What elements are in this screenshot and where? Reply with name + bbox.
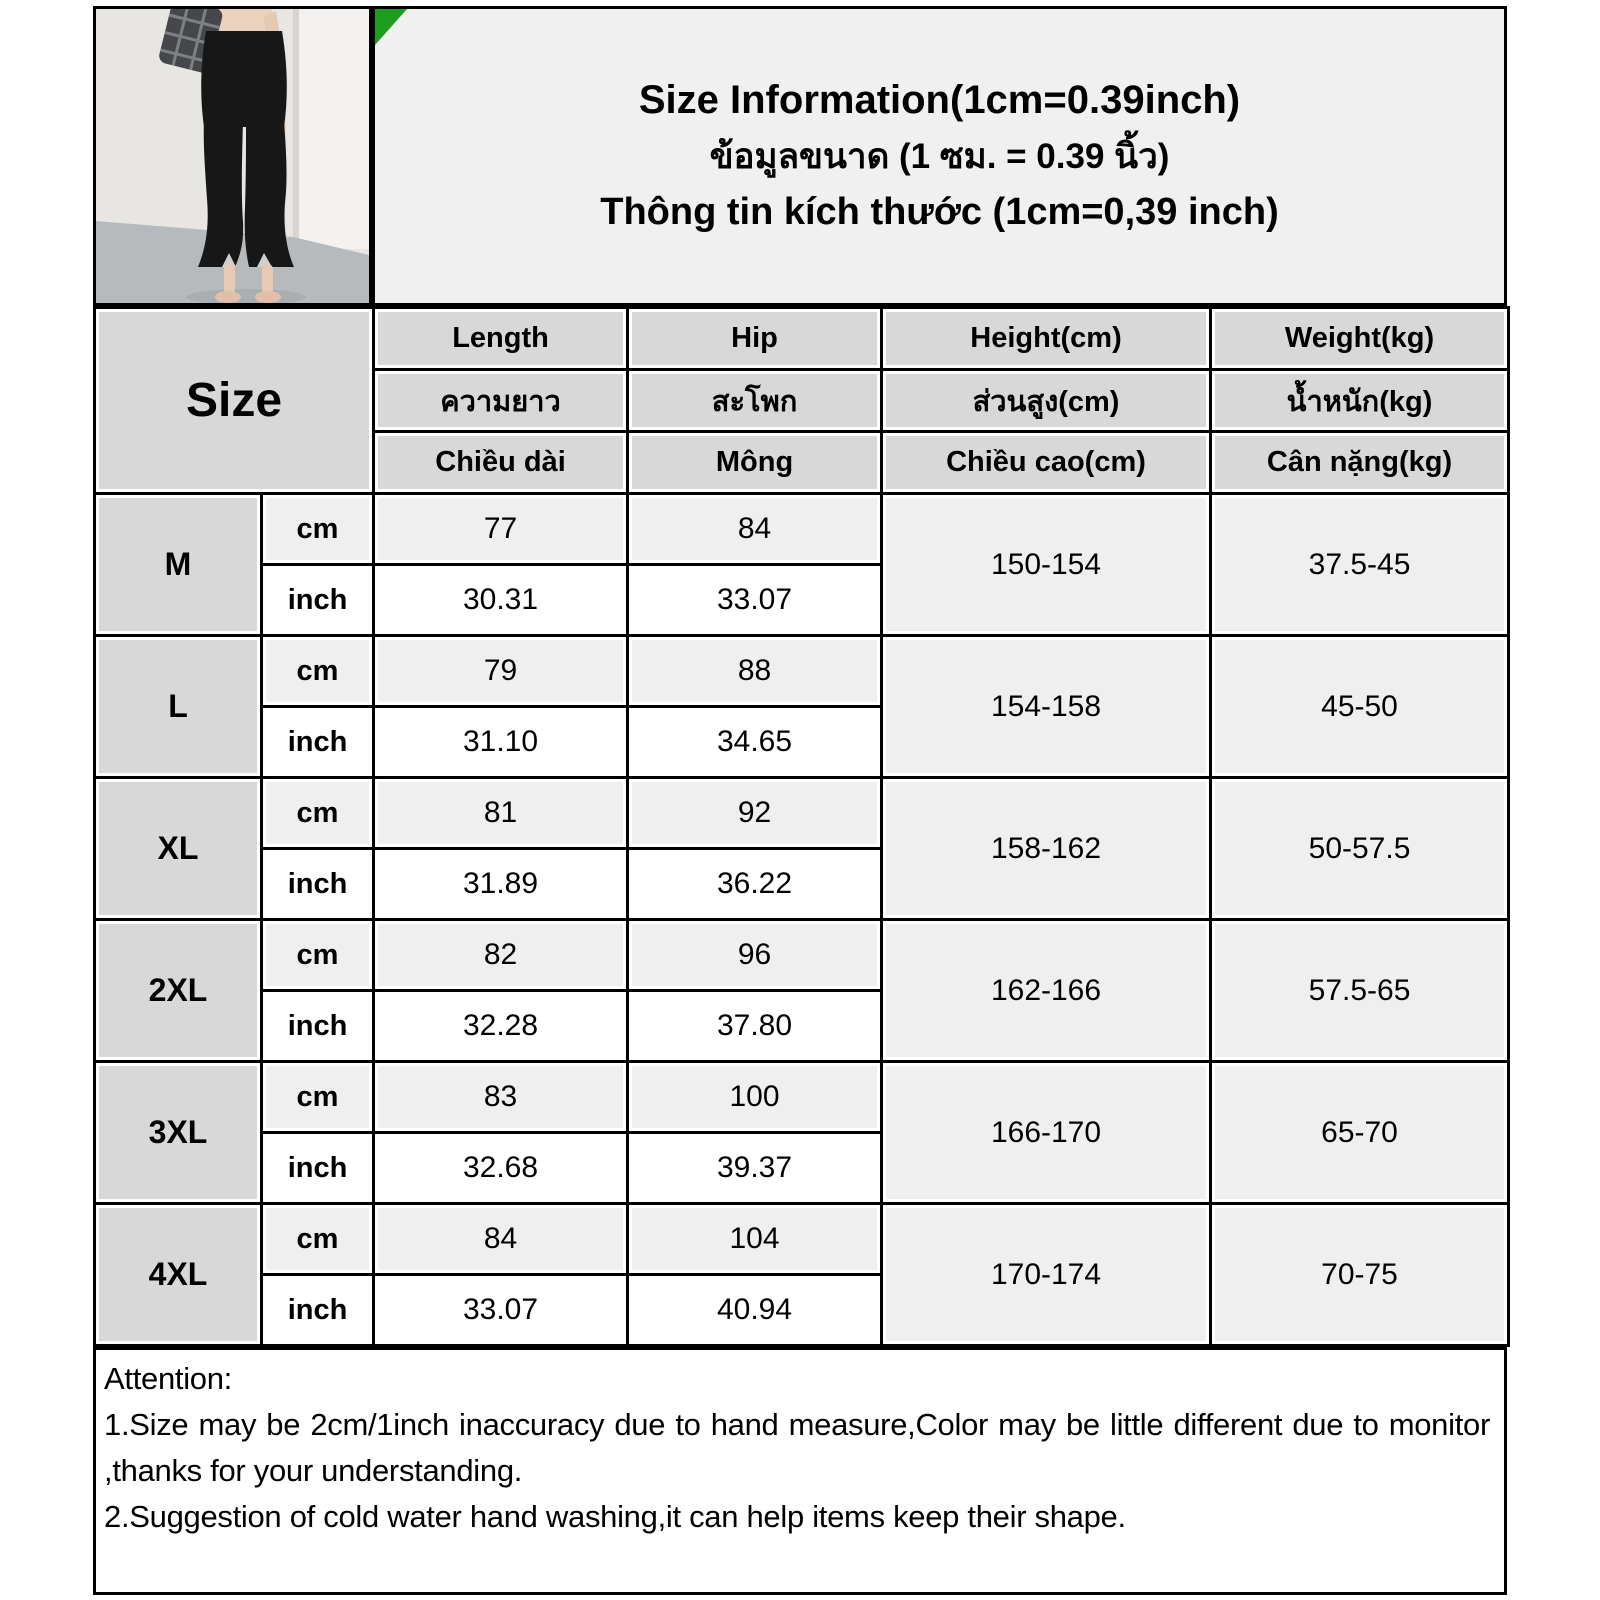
size-information-title-box bbox=[372, 6, 1507, 306]
height-range-l: 154-158 bbox=[882, 636, 1211, 778]
green-corner-icon bbox=[375, 9, 407, 45]
unit-cm-xl: cm bbox=[262, 778, 374, 849]
header-height-vi: Chiều cao(cm) bbox=[882, 432, 1211, 494]
size-cell-l: L bbox=[95, 636, 262, 778]
size-column-header: Size bbox=[95, 308, 374, 494]
photo-left-foot bbox=[215, 291, 241, 303]
hip-cm-m: 84 bbox=[628, 494, 882, 565]
unit-cm-3xl: cm bbox=[262, 1062, 374, 1133]
unit-cm-2xl: cm bbox=[262, 920, 374, 991]
header-hip-vi: Mông bbox=[628, 432, 882, 494]
length-cm-2xl: 82 bbox=[374, 920, 628, 991]
unit-cm-l: cm bbox=[262, 636, 374, 707]
size-chart-page bbox=[93, 6, 1507, 1595]
attention-heading: Attention: bbox=[104, 1361, 232, 1396]
product-photo bbox=[93, 6, 372, 306]
height-range-3xl: 166-170 bbox=[882, 1062, 1211, 1204]
product-photo-illustration bbox=[96, 9, 369, 303]
length-inch-3xl: 32.68 bbox=[374, 1133, 628, 1204]
title-english: Size Information(1cm=0.39inch) bbox=[638, 77, 1241, 122]
length-cm-l: 79 bbox=[374, 636, 628, 707]
header-hip-th: สะโพก bbox=[628, 370, 882, 432]
hip-inch-l: 34.65 bbox=[628, 707, 882, 778]
hip-cm-2xl: 96 bbox=[628, 920, 882, 991]
hip-cm-xl: 92 bbox=[628, 778, 882, 849]
length-inch-l: 31.10 bbox=[374, 707, 628, 778]
header-length-en: Length bbox=[374, 308, 628, 370]
header-height-th: ส่วนสูง(cm) bbox=[882, 370, 1211, 432]
header-height-en: Height(cm) bbox=[882, 308, 1211, 370]
photo-right-foot bbox=[255, 291, 281, 303]
header-weight-th: น้ำหนัก(kg) bbox=[1211, 370, 1509, 432]
hip-cm-l: 88 bbox=[628, 636, 882, 707]
attention-item-1: 1.Size may be 2cm/1inch inaccuracy due to hand measure,Color may be little different due to monitor ,thanks for your understanding. bbox=[104, 1406, 1490, 1488]
unit-inch-3xl: inch bbox=[262, 1133, 374, 1204]
length-inch-xl: 31.89 bbox=[374, 849, 628, 920]
length-cm-m: 77 bbox=[374, 494, 628, 565]
photo-wall-column-shadow bbox=[293, 9, 299, 247]
unit-inch-2xl: inch bbox=[262, 991, 374, 1062]
size-cell-xl: XL bbox=[95, 778, 262, 920]
size-cell-3xl: 3XL bbox=[95, 1062, 262, 1204]
title-vietnamese: Thông tin kích thước (1cm=0,39 inch) bbox=[600, 191, 1279, 234]
weight-range-m: 37.5-45 bbox=[1211, 494, 1509, 636]
hip-inch-3xl: 39.37 bbox=[628, 1133, 882, 1204]
top-section bbox=[93, 6, 1507, 306]
header-length-vi: Chiều dài bbox=[374, 432, 628, 494]
hip-inch-4xl: 40.94 bbox=[628, 1275, 882, 1346]
hip-inch-m: 33.07 bbox=[628, 565, 882, 636]
photo-left-ankle bbox=[224, 264, 235, 294]
size-cell-2xl: 2XL bbox=[95, 920, 262, 1062]
hip-inch-xl: 36.22 bbox=[628, 849, 882, 920]
photo-pants-hips bbox=[201, 31, 287, 127]
attention-box bbox=[93, 1347, 1507, 1595]
header-length-th: ความยาว bbox=[374, 370, 628, 432]
unit-inch-m: inch bbox=[262, 565, 374, 636]
hip-inch-2xl: 37.80 bbox=[628, 991, 882, 1062]
length-inch-m: 30.31 bbox=[374, 565, 628, 636]
unit-cm-4xl: cm bbox=[262, 1204, 374, 1275]
height-range-m: 150-154 bbox=[882, 494, 1211, 636]
header-hip-en: Hip bbox=[628, 308, 882, 370]
length-cm-4xl: 84 bbox=[374, 1204, 628, 1275]
header-weight-vi: Cân nặng(kg) bbox=[1211, 432, 1509, 494]
height-range-2xl: 162-166 bbox=[882, 920, 1211, 1062]
weight-range-3xl: 65-70 bbox=[1211, 1062, 1509, 1204]
header-weight-en: Weight(kg) bbox=[1211, 308, 1509, 370]
size-cell-m: M bbox=[95, 494, 262, 636]
length-cm-3xl: 83 bbox=[374, 1062, 628, 1133]
weight-range-xl: 50-57.5 bbox=[1211, 778, 1509, 920]
height-range-4xl: 170-174 bbox=[882, 1204, 1211, 1346]
title-thai: ข้อมูลขนาด (1 ซม. = 0.39 นิ้ว) bbox=[709, 136, 1170, 176]
size-cell-4xl: 4XL bbox=[95, 1204, 262, 1346]
unit-inch-4xl: inch bbox=[262, 1275, 374, 1346]
height-range-xl: 158-162 bbox=[882, 778, 1211, 920]
length-inch-2xl: 32.28 bbox=[374, 991, 628, 1062]
hip-cm-3xl: 100 bbox=[628, 1062, 882, 1133]
unit-inch-l: inch bbox=[262, 707, 374, 778]
unit-cm-m: cm bbox=[262, 494, 374, 565]
photo-right-ankle bbox=[262, 264, 273, 294]
hip-cm-4xl: 104 bbox=[628, 1204, 882, 1275]
weight-range-2xl: 57.5-65 bbox=[1211, 920, 1509, 1062]
attention-item-2: 2.Suggestion of cold water hand washing,it can help items keep their shape. bbox=[104, 1498, 1126, 1534]
unit-inch-xl: inch bbox=[262, 849, 374, 920]
photo-wall-column bbox=[299, 9, 369, 249]
length-cm-xl: 81 bbox=[374, 778, 628, 849]
weight-range-l: 45-50 bbox=[1211, 636, 1509, 778]
length-inch-4xl: 33.07 bbox=[374, 1275, 628, 1346]
weight-range-4xl: 70-75 bbox=[1211, 1204, 1509, 1346]
size-table bbox=[93, 306, 1510, 1347]
